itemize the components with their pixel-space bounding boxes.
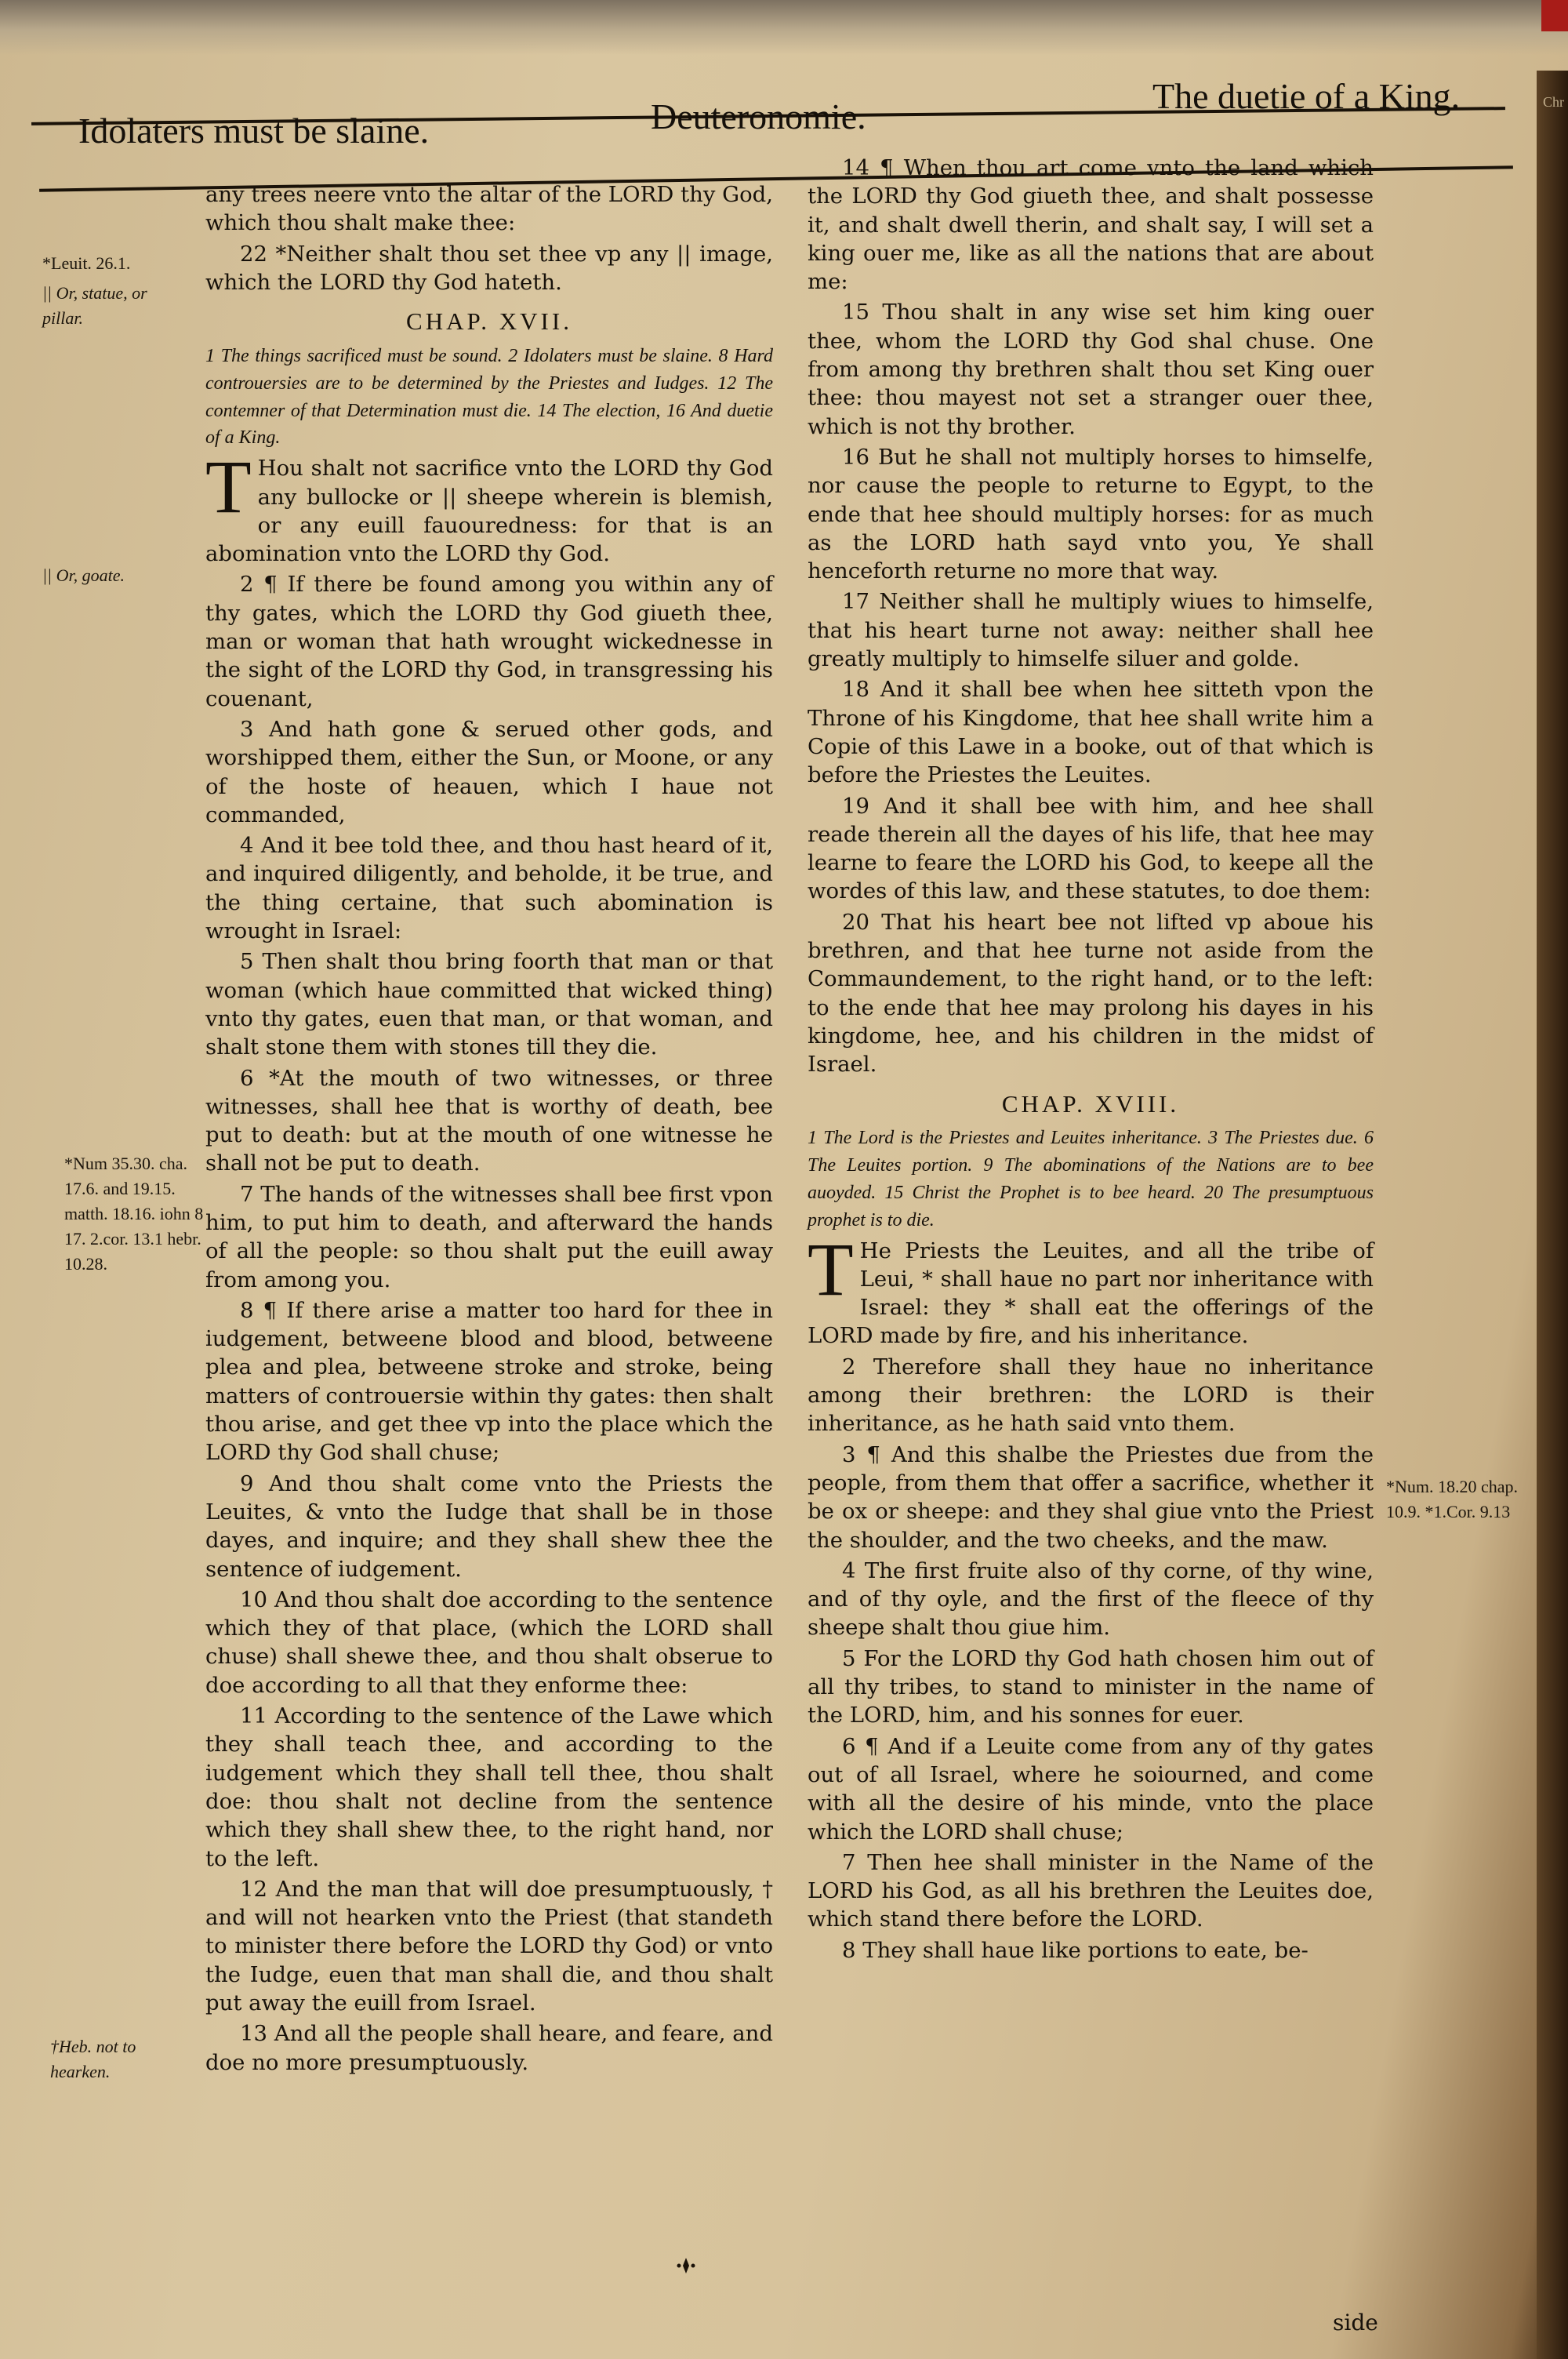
verse-9: 9 And thou shalt come vnto the Priests the Leuites, & vnto the Iudge that shall be in those dayes, and inquire; and they shall shew thee the sentence of iudgement. [205, 1470, 773, 1582]
verse-17: 17 Neither shall he multiply wiues to himselfe, that his heart turne not away: neither shall hee greatly multiply to himselfe siluer and golde. [808, 589, 1374, 672]
verse-5: 5 For the LORD thy God hath chosen him out of all thy tribes, to stand to minister in the name of the LORD, him, and his sonnes for euer. [808, 1645, 1374, 1728]
margin-note-numbers: *Num 35.30. cha. 17.6. and 19.15. matth. 18.16. iohn 8 17. 2.cor. 13.1 hebr. 10.28. [64, 1154, 204, 1274]
verse-3: 3 ¶ And this shalbe the Priestes due from the people, from them that offer a sacrifice, whether it be ox or sheepe: and they shal giue vnto the Priest the shoulder, and the two cheeks, and the maw. [808, 1441, 1374, 1553]
fleuron-ornament-icon [676, 2257, 696, 2274]
verse-13: 13 And all the people shall heare, and feare, and doe no more presumptuously. [205, 2021, 773, 2075]
verse-18: 18 And it shall bee when hee sitteth vpon the Throne of his Kingdome, that hee shall write him a Copie of this Lawe in a booke, out of that which is before the Priestes the Leuites. [808, 677, 1374, 788]
verse-1 [808, 1227, 1374, 1350]
verse-7: 7 The hands of the witnesses shall bee first vpon him, to put him to death, and afterward the hands of all the people: so thou shalt put the euill away from among you. [205, 1181, 773, 1292]
running-head-left: Idolaters must be slaine. [78, 111, 430, 151]
verse-15: 15 Thou shalt in any wise set him king ouer thee, whom the LORD thy God shal chuse. One from among thy brethren shalt thou set King ouer thee: thou mayest not set a stranger ouer thee, which is not thy brother. [808, 300, 1374, 439]
margin-note-goate: || Or, goate. [42, 565, 125, 585]
margin-note-statue: || Or, statue, or pillar. [42, 283, 147, 328]
verse-5: 5 Then shalt thou bring foorth that man or that woman (which haue committed that wicked thing) vnto thy gates, euen that man, or that woman, and shalt stone them with stones till they die. [205, 949, 773, 1060]
verse-7: 7 Then hee shall minister in the Name of the LORD his God, as all his brethren the Leuites doe, which stand there before the LORD. [808, 1849, 1374, 1932]
facing-page-edge [1537, 71, 1568, 2359]
verse-10: 10 And thou shalt doe according to the sentence which they of that place, (which the LORD shall chuse) shall shewe thee, and thou shalt obserue to doe according to all that they enforme thee: [205, 1587, 773, 1698]
verse-20: 20 That his heart bee not lifted vp aboue his brethren, and that hee turne not aside from the Commaundement, to the right hand, or to the left: to the ende that hee may prolong his dayes in his kingdome, hee, and his children in the midst of Israel. [808, 909, 1374, 1078]
verse-1-text: He Priests the Leuites, and all the tribe of Leui, * shall haue no part nor inheritance with Israel: they * shall eat the offerings of the LORD made by fire, and his inheritance. [808, 1238, 1374, 1349]
verse-4: 4 The first fruite also of thy corne, of thy wine, and of thy oyle, and the first of the fleece of thy sheepe shalt thou giue him. [808, 1558, 1374, 1641]
margin-note-num-18: *Num. 18.20 chap. 10.9. *1.Cor. 9.13 [1386, 1477, 1519, 1521]
page-top-shadow [0, 0, 1568, 55]
verse-22: 22 *Neither shalt thou set thee vp any || image, which the LORD thy God hateth. [205, 241, 773, 295]
verse-11: 11 According to the sentence of the Lawe which they shall teach thee, and according to the iudgement which they shall tell thee, thou shalt doe: thou shalt not decline from the sentence which they shall shew thee, to the right hand, nor to the left. [205, 1703, 773, 1871]
verse-1-text: Hou shalt not sacrifice vnto the LORD thy God any bullocke or || sheepe wherein is blemish, or any euill fauouredness: for that is an abomination vnto the LORD thy God. [205, 456, 773, 567]
verse-3: 3 And hath gone & serued other gods, and worshipped them, either the Sun, or Moone, or any of the hoste of heauen, which I haue not commanded, [205, 716, 773, 827]
drop-cap-initial: T [205, 445, 252, 529]
verse-4: 4 And it bee told thee, and thou hast heard of it, and inquired diligently, and beholde, it be true, and the thing certaine, that such abomination is wrought in Israel: [205, 833, 773, 944]
verse-14: 14 ¶ When thou art come vnto the land which the LORD thy God giueth thee, and shalt possesse it, and shalt dwell therin, and shalt say, I will set a king ouer me, like as all the nations that are about me: [808, 155, 1374, 295]
verse-text: any trees neere vnto the altar of the LORD thy God, which thou shalt make thee: [205, 182, 773, 236]
red-page-edge [1541, 0, 1568, 31]
verse-2: 2 ¶ If there be found among you within any of thy gates, which the LORD thy God giueth thee, man or woman that hath wrought wickednesse in the sight of the LORD thy God, in transgressing his couenant, [205, 572, 773, 711]
verse-8: 8 They shall haue like portions to eate, be- [842, 1937, 1308, 1963]
verse-6: 6 *At the mouth of two witnesses, or three witnesses, shall hee that is worthy of death, bee put to death: but at the mouth of one witnesse he shall not be put to death. [205, 1065, 773, 1176]
drop-cap-initial: T [808, 1227, 854, 1311]
chapter-heading-xviii: CHAP. XVIII. [1001, 1089, 1180, 1118]
verse-1 [205, 445, 773, 568]
margin-note-hebrew: †Heb. not to hearken. [50, 2037, 136, 2081]
verse-19: 19 And it shall bee with him, and hee shall reade therein all the dayes of his life, that hee may learne to feare the LORD his God, to keepe all the wordes of this law, and these statutes, to doe them: [808, 793, 1374, 904]
verse-8: 8 ¶ If there arise a matter too hard for thee in iudgement, betweene blood and blood, betweene plea and plea, betweene stroke and stroke, being matters of controuersie within thy gates: then shalt thou arise, and get thee vp into the place which the LORD thy God shall chuse; [205, 1297, 773, 1466]
chapter-summary-xviii: 1 The Lord is the Priestes and Leuites inheritance. 3 The Priestes due. 6 The Leuites portion. 9 The abominations of the Nations are to bee auoyded. 15 Christ the Prophet is to bee heard. 20 The presumptuous prophet is to die. [808, 1128, 1374, 1230]
margin-note-leuit: *Leuit. 26.1. [42, 253, 131, 273]
catchword: side [1333, 2310, 1378, 2335]
verse-6: 6 ¶ And if a Leuite come from any of thy gates out of all Israel, where he soiourned, and come with all the desire of his minde, vnto the place which the LORD shall chuse; [808, 1733, 1374, 1845]
right-column [808, 154, 1374, 1967]
bleed-through-text: Chr [1543, 94, 1564, 110]
verse-2: 2 Therefore shall they haue no inheritance among their brethren: the LORD is their inheritance, as he hath said vnto them. [808, 1354, 1374, 1437]
left-column [205, 180, 773, 2079]
running-head-right: The duetie of a King. [1152, 76, 1461, 116]
running-head-center: Deuteronomie. [651, 96, 866, 136]
verse-12: 12 And the man that will doe presumptuously, † and will not hearken vnto the Priest (that standeth to minister there before the LORD thy God) or vnto the Iudge, euen that man shall die, and thou shalt put away the euill from Israel. [205, 1876, 773, 2016]
chapter-summary-xvii: 1 The things sacrificed must be sound. 2 Idolaters must be slaine. 8 Hard controuersies are to be determined by the Priestes and Iudges. 12 The contemner of that Determination must die. 14 The election, 16 And duetie of a King. [205, 346, 773, 449]
verse-16: 16 But he shall not multiply horses to himselfe, nor cause the people to returne to Egypt, to the ende that hee should multiply horses: for as much as the LORD hath sayd vnto you, Ye shall henceforth returne no more that way. [808, 444, 1374, 584]
chapter-heading-xvii: CHAP. XVII. [406, 307, 572, 336]
